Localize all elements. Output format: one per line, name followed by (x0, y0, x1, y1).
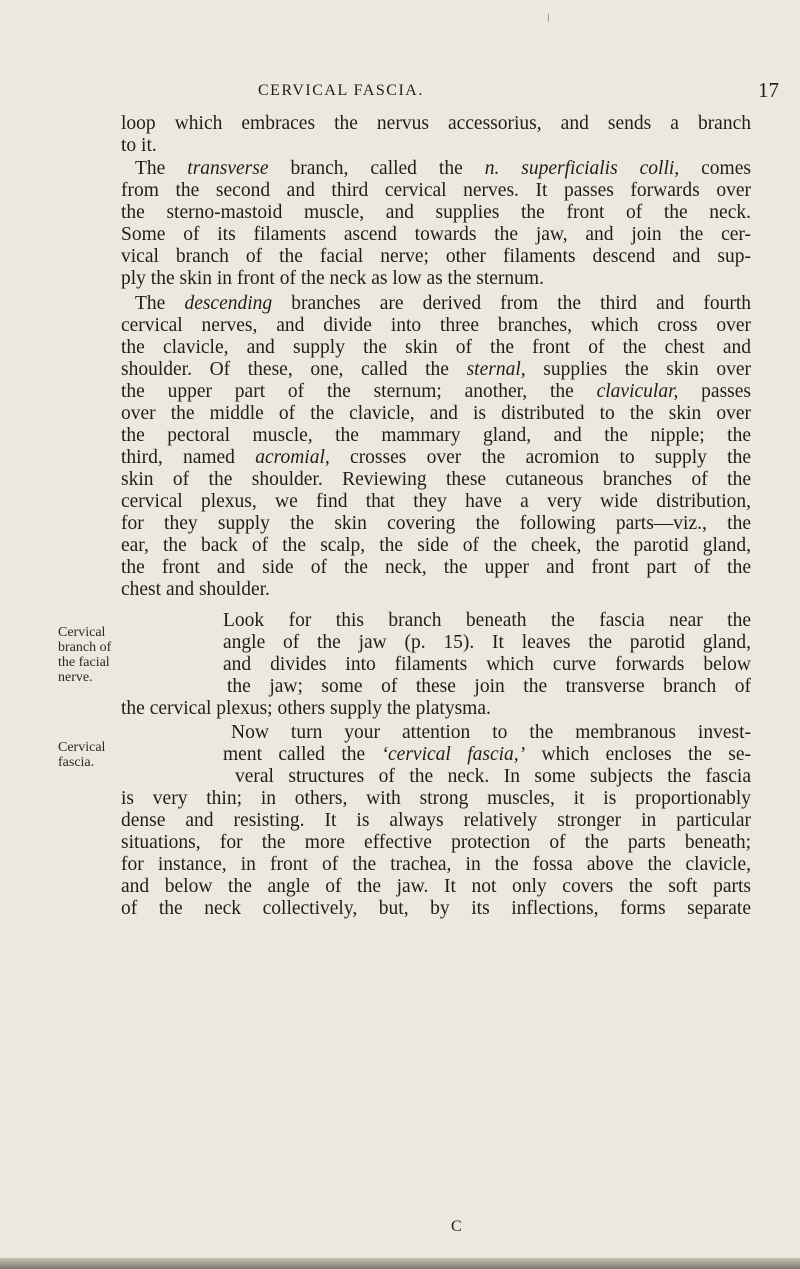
text-line: ment called the ‘cervical fascia,’ which encloses the se- (223, 744, 751, 765)
margin-note-line: Cervical (58, 740, 106, 755)
page-header (0, 78, 800, 108)
margin-note-line: branch of (58, 640, 112, 655)
text-line: situations, for the more effective protection of the parts beneath; (121, 832, 751, 853)
text-line: over the middle of the clavicle, and is distributed to the skin over (121, 403, 751, 424)
text-line: the cervical plexus; others supply the platysma. (121, 698, 491, 719)
text-line: angle of the jaw (p. 15). It leaves the parotid gland, (223, 632, 751, 653)
text-line: the front and side of the neck, the upper and front part of the (121, 557, 751, 578)
text-line: The descending branches are derived from the third and fourth (135, 293, 751, 314)
text-line: the jaw; some of these join the transverse branch of (227, 676, 751, 697)
text-line: the clavicle, and supply the skin of the front of the chest and (121, 337, 751, 358)
text-line: and divides into filaments which curve forwards below (223, 654, 751, 675)
text-line: chest and shoulder. (121, 579, 270, 600)
text-line: cervical nerves, and divide into three branches, which cross over (121, 315, 751, 336)
paragraph-facial-branch-end (121, 698, 751, 720)
margin-note-cervical-branch (58, 626, 111, 686)
text-line: to it. (121, 135, 157, 156)
text-line: shoulder. Of these, one, called the sternal, supplies the skin over (121, 359, 751, 380)
paragraph-continuation (121, 113, 751, 157)
margin-note-line: nerve. (58, 670, 93, 685)
page-number: 17 (758, 78, 779, 102)
margin-note-cervical-fascia (58, 741, 105, 771)
paragraph-cervical-fascia-cont (121, 788, 751, 920)
text-line: ply the skin in front of the neck as low as the sternum. (121, 268, 544, 289)
text-line: the upper part of the sternum; another, the clavicular, passes (121, 381, 752, 402)
margin-note-line: the facial (58, 655, 110, 670)
text-line: is very thin; in others, with strong muscles, it is proportionably (121, 788, 751, 809)
margin-note-line: fascia. (58, 755, 95, 770)
text-line: from the second and third cervical nerves. It passes forwards over (121, 180, 751, 201)
text-line: cervical plexus, we find that they have a very wide distribution, (121, 491, 751, 512)
text-line: dense and resisting. It is always relatively stronger in particular (121, 810, 751, 831)
text-line: for they supply the skin covering the following parts—viz., the (121, 513, 751, 534)
paragraph-transverse-branch (121, 158, 751, 290)
text-line: the sterno-mastoid muscle, and supplies the front of the neck. (121, 202, 751, 223)
page-mark (548, 14, 549, 22)
paragraph-facial-branch (223, 610, 751, 698)
text-line: third, named acromial, crosses over the acromion to supply the (121, 447, 751, 468)
text-line: for instance, in front of the trachea, in the fossa above the clavicle, (121, 854, 751, 875)
text-line: of the neck collectively, but, by its inflections, forms separate (121, 898, 751, 919)
text-line: Now turn your attention to the membranous invest- (231, 722, 751, 743)
text-line: and below the angle of the jaw. It not only covers the soft parts (121, 876, 751, 897)
paragraph-descending-branches (121, 293, 751, 601)
text-line: Look for this branch beneath the fascia near the (223, 610, 751, 631)
text-line: loop which embraces the nervus accessorius, and sends a branch (121, 113, 751, 134)
signature-mark: C (451, 1218, 462, 1235)
running-head: CERVICAL FASCIA. (258, 82, 424, 99)
margin-note-line: Cervical (58, 625, 106, 640)
text-line: skin of the shoulder. Reviewing these cutaneous branches of the (121, 469, 751, 490)
text-line: veral structures of the neck. In some subjects the fascia (235, 766, 751, 787)
paragraph-cervical-fascia (223, 722, 751, 788)
page-edge-shadow (0, 1258, 800, 1269)
text-line: The transverse branch, called the n. superficialis colli, comes (135, 158, 751, 179)
text-line: the pectoral muscle, the mammary gland, and the nipple; the (121, 425, 751, 446)
text-line: vical branch of the facial nerve; other filaments descend and sup- (121, 246, 751, 267)
text-line: ear, the back of the scalp, the side of the cheek, the parotid gland, (121, 535, 751, 556)
text-line: Some of its filaments ascend towards the jaw, and join the cer- (121, 224, 751, 245)
